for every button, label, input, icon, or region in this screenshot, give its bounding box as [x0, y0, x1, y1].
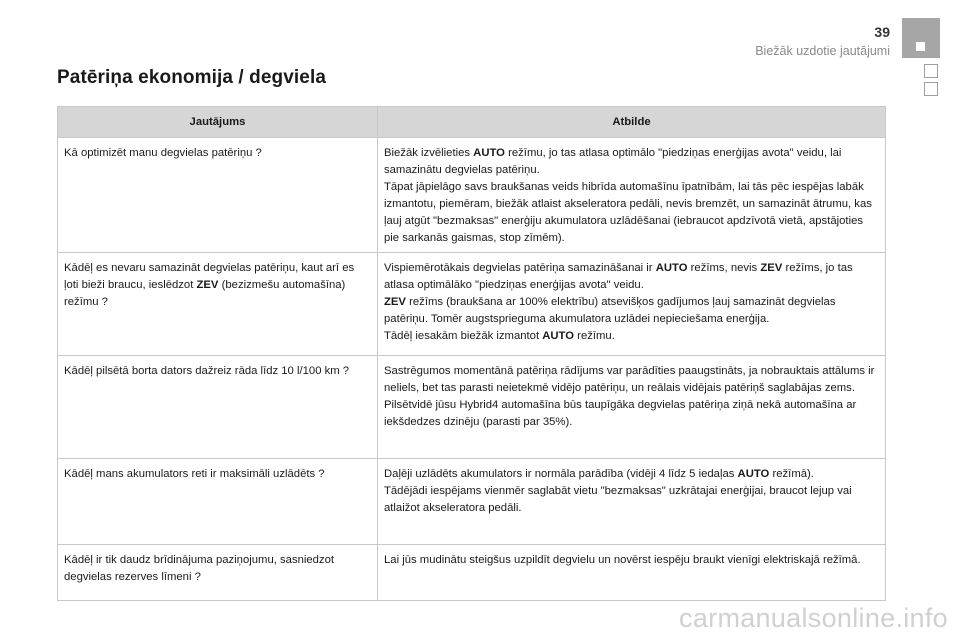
text-run: režīms, jo tas atlasa optimālāko "piedziņas enerģijas avota" veidu. — [384, 262, 853, 291]
table-header-row — [58, 107, 886, 138]
text-run: Tāpat jāpielāgo savs braukšanas veids hibrīda automašīnu īpatnībām, lai tās pēc iespējas labāk izmantotu, piemēram, biežāk atlaist akseleratora pedāli, nevis bremzēt, un samazināt ātrumu, kas ļauj atgūt "bezmaksas" enerģiju akumulatora uzlādēšanai (iebraucot apdzīvotā vietā, apstājoties pie sarkanās gaismas, stop zīmēm). — [384, 181, 872, 244]
table-row — [58, 356, 886, 459]
chapter-tab-box — [924, 64, 938, 78]
text-run: Lai jūs mudinātu steigšus uzpildīt degvielu un novērst iespēju braukt vienīgi elektriskajā režīmā. — [384, 554, 861, 566]
text-run: Kādēļ mans akumulators reti ir maksimāli uzlādēts ? — [64, 468, 325, 480]
page-number: 39 — [874, 24, 890, 40]
question-cell — [58, 545, 378, 601]
bold-term: ZEV — [384, 296, 406, 308]
text-run: režīmu. — [574, 330, 615, 342]
table-row — [58, 253, 886, 356]
text-run: Kādēļ ir tik daudz brīdinājuma paziņojumu, sasniedzot degvielas rezerves līmeni ? — [64, 554, 335, 583]
chapter-tab-box — [924, 82, 938, 96]
question-cell — [58, 356, 378, 459]
text-run: Tādēļ iesakām biežāk izmantot — [384, 330, 543, 342]
answer-cell — [378, 138, 886, 253]
watermark: carmanualsonline.info — [679, 603, 948, 633]
bold-term: AUTO — [542, 330, 575, 342]
bold-term: AUTO — [737, 468, 770, 480]
text-run: režīmā). — [769, 468, 814, 480]
bold-term: ZEV — [760, 262, 783, 274]
question-cell — [58, 459, 378, 545]
question-cell — [58, 253, 378, 356]
table-row — [58, 545, 886, 601]
bold-term: AUTO — [473, 147, 505, 159]
text-run: režīms, nevis — [687, 262, 761, 274]
text-run: (bezizmešu automašīna) režīmu ? — [64, 279, 346, 308]
chapter-tab-marker — [916, 42, 925, 51]
page-title: Patēriņa ekonomija / degviela — [57, 67, 327, 88]
answer-cell — [378, 459, 886, 545]
text-run: Vispiemērotākais degvielas patēriņa samazināšanai ir — [384, 262, 656, 274]
text-run: Tādējādi iespējams vienmēr saglabāt vietu "bezmaksas" uzkrātajai enerģijai, braucot lejup vai atlaižot akseleratora pedāli. — [384, 485, 852, 514]
text-run: Daļēji uzlādēts akumulators ir normāla parādība (vidēji 4 līdz 5 iedaļas — [384, 468, 738, 480]
table-row — [58, 459, 886, 545]
question-cell — [58, 138, 378, 253]
bold-term: ZEV — [196, 279, 219, 291]
text-run: režīms (braukšana ar 100% elektrību) atsevišķos gadījumos ļauj samazināt degvielas patēriņu. Tomēr augstsprieguma akumulatora uzlādei nepieciešama enerģija. — [384, 296, 836, 325]
table-row — [58, 138, 886, 253]
text-run: Kādēļ pilsētā borta dators dažreiz rāda līdz 10 l/100 km ? — [64, 365, 350, 377]
text-run: režīmu, jo tas atlasa optimālo "piedziņas enerģijas avota" veidu, lai samazinātu degvielas patēriņu. — [384, 147, 842, 176]
answer-cell — [378, 545, 886, 601]
answer-cell — [378, 253, 886, 356]
answer-cell — [378, 356, 886, 459]
column-header-answer: Atbilde — [378, 107, 886, 138]
qa-table — [57, 106, 886, 601]
text-run: Kādēļ es nevaru samazināt degvielas patēriņu, kaut arī es ļoti bieži braucu, ieslēdzot — [64, 262, 355, 291]
chapter-tab — [902, 18, 940, 58]
text-run: Kā optimizēt manu degvielas patēriņu ? — [64, 147, 262, 159]
column-header-question: Jautājums — [58, 107, 378, 138]
text-run: Sastrēgumos momentānā patēriņa rādījums var parādīties paaugstināts, ja nobrauktais attālums ir neliels, bet tas parasti neietekmē vidējo patēriņu, un reālais vidējais patēriņš saglabājas zems. — [384, 365, 875, 394]
bold-term: AUTO — [655, 262, 688, 274]
text-run: Pilsētvidē jūsu Hybrid4 automašīna būs taupīgāka degvielas patēriņa ziņā nekā automašīna ar iekšdedzes dzinēju (parasti par 35%). — [384, 399, 857, 428]
text-run: Biežāk izvēlieties — [384, 147, 474, 159]
section-header: Biežāk uzdotie jautājumi — [755, 44, 890, 58]
